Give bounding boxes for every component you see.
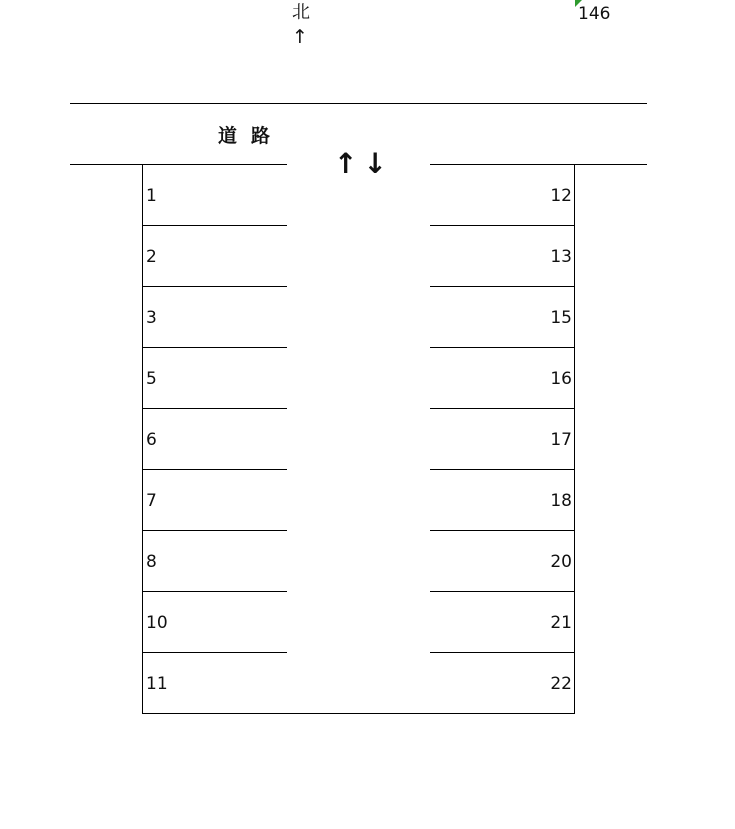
road-top-edge	[70, 103, 647, 104]
slot-divider-right	[430, 225, 575, 226]
slot-divider-right	[430, 286, 575, 287]
slot-divider-left	[142, 652, 287, 653]
slot-number-right: 17	[550, 430, 572, 450]
slot-divider-right	[430, 347, 575, 348]
slot-divider-right	[430, 469, 575, 470]
slot-divider-left	[142, 408, 287, 409]
slot-number-right: 18	[550, 491, 572, 511]
slot-divider-right	[430, 408, 575, 409]
slot-number-right: 22	[550, 674, 572, 694]
slot-number-right: 13	[550, 247, 572, 267]
slot-number-left: 2	[146, 247, 157, 267]
lot-bottom-wall	[142, 713, 575, 714]
slot-number-left: 1	[146, 186, 157, 206]
lot-left-wall	[142, 164, 143, 714]
slot-number-left: 8	[146, 552, 157, 572]
slot-number-right: 20	[550, 552, 572, 572]
slot-divider-left	[142, 591, 287, 592]
slot-divider-right	[430, 652, 575, 653]
north-label: 北	[292, 2, 310, 23]
slot-number-right: 12	[550, 186, 572, 206]
slot-number-right: 21	[550, 613, 572, 633]
road-bottom-edge-right	[430, 164, 647, 165]
lot-right-wall	[574, 164, 575, 714]
slot-number-left: 7	[146, 491, 157, 511]
two-way-arrows-icon: ↑↓	[334, 147, 393, 180]
slot-number-right: 16	[550, 369, 572, 389]
slot-divider-left	[142, 347, 287, 348]
slot-divider-right	[430, 530, 575, 531]
slot-divider-left	[142, 225, 287, 226]
slot-divider-right	[430, 591, 575, 592]
slot-number-left: 5	[146, 369, 157, 389]
slot-number-left: 10	[146, 613, 168, 633]
road-label: 道路	[218, 125, 285, 147]
map-id-label: 146	[578, 4, 611, 24]
slot-number-left: 3	[146, 308, 157, 328]
slot-number-left: 11	[146, 674, 168, 694]
slot-divider-left	[142, 286, 287, 287]
slot-number-left: 6	[146, 430, 157, 450]
slot-divider-left	[142, 530, 287, 531]
slot-number-right: 15	[550, 308, 572, 328]
north-arrow-icon: ↑	[292, 26, 308, 48]
road-bottom-edge-left	[70, 164, 287, 165]
slot-divider-left	[142, 469, 287, 470]
